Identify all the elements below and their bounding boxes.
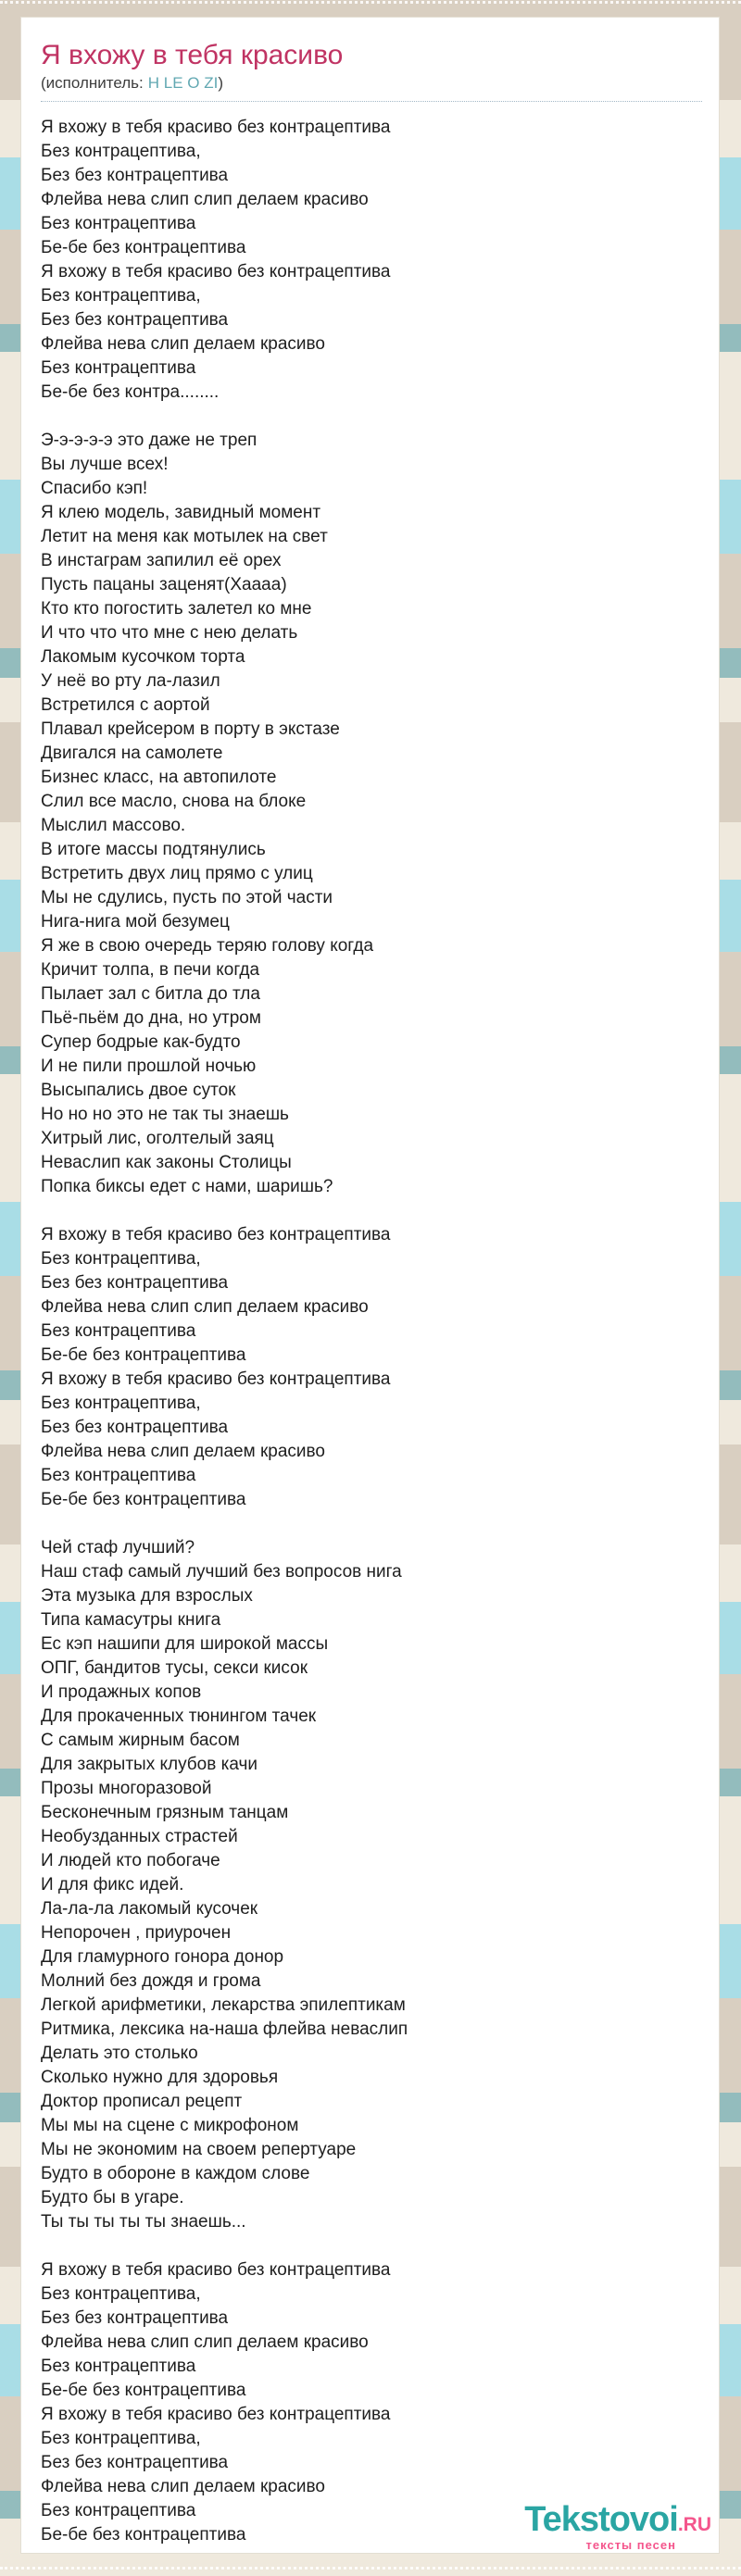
- lyric-line: Нига-нига мой безумец: [41, 912, 230, 932]
- lyric-line: Наш стаф самый лучший без вопросов нига: [41, 1562, 402, 1582]
- lyric-line: Будто бы в угаре.: [41, 2188, 184, 2207]
- logo-domain-suffix[interactable]: .RU: [677, 2514, 711, 2535]
- site-logo[interactable]: [524, 2502, 711, 2551]
- lyric-line: Флейва нева слип делаем красиво: [41, 2477, 325, 2496]
- lyric-line: И продажных копов: [41, 1682, 202, 1702]
- lyric-line: Лакомым кусочком торта: [41, 647, 245, 667]
- lyric-line: Попка биксы едет с нами, шаришь?: [41, 1177, 333, 1196]
- stanza-verse-1: [41, 429, 702, 1199]
- stanza-chorus-1: [41, 116, 702, 405]
- lyric-line: Без контрацептива: [41, 2357, 196, 2376]
- lyrics-card: [20, 17, 720, 2554]
- lyric-line: Необузданных страстей: [41, 1827, 238, 1846]
- lyric-line: Для прокаченных тюнингом тачек: [41, 1707, 317, 1726]
- lyric-line: Бе-бе без контрацептива: [41, 238, 246, 257]
- lyric-line: Бесконечным грязным танцам: [41, 1803, 289, 1822]
- lyric-line: Я вхожу в тебя красиво без контрацептива: [41, 2405, 391, 2424]
- lyric-line: И что что что мне с нею делать: [41, 623, 298, 643]
- dotted-separator: [41, 101, 702, 102]
- lyric-line: Я вхожу в тебя красиво без контрацептива: [41, 262, 391, 281]
- lyric-line: Пусть пацаны заценят(Хаааа): [41, 575, 287, 594]
- lyric-line: У неё во рту ла-лазил: [41, 671, 220, 691]
- lyric-line: Ес кэп нашипи для широкой массы: [41, 1634, 329, 1654]
- artist-prefix: (исполнитель:: [41, 74, 144, 92]
- artist-link[interactable]: H LE O ZI: [147, 74, 219, 92]
- artist-suffix: ): [218, 74, 223, 92]
- lyric-line: Высыпались двое суток: [41, 1081, 236, 1100]
- bottom-dotted-border: [0, 2567, 741, 2570]
- lyric-line: Я вхожу в тебя красиво без контрацептива: [41, 2260, 391, 2280]
- lyric-line: Без без контрацептива: [41, 1418, 229, 1437]
- lyric-line: Без контрацептива,: [41, 1249, 201, 1269]
- lyric-line: Бе-бе без контрацептива: [41, 2525, 246, 2545]
- page-title: Я вхожу в тебя красиво: [41, 40, 344, 70]
- lyric-line: Ритмика, лексика на-наша флейва неваслип: [41, 2020, 408, 2039]
- stanza-verse-2: [41, 1536, 702, 2234]
- lyric-line: И людей кто побогаче: [41, 1851, 220, 1870]
- lyric-line: Без контрацептива: [41, 1321, 196, 1341]
- lyric-line: Бе-бе без контрацептива: [41, 2381, 246, 2400]
- lyric-line: Молний без дождя и грома: [41, 1971, 261, 1991]
- lyric-line: Мы мы на сцене с микрофоном: [41, 2116, 299, 2135]
- lyric-line: Флейва нева слип слип делаем красиво: [41, 2332, 369, 2352]
- lyric-line: В итоге массы подтянулись: [41, 840, 266, 859]
- lyric-line: Супер бодрые как-будто: [41, 1032, 241, 1052]
- lyric-line: Пылает зал с битла до тла: [41, 984, 260, 1004]
- lyric-line: Без контрацептива,: [41, 2429, 201, 2448]
- lyric-line: В инстаграм запилил её орех: [41, 551, 282, 570]
- lyric-line: Флейва нева слип слип делаем красиво: [41, 1297, 369, 1317]
- lyric-line: Вы лучше всех!: [41, 455, 169, 474]
- lyric-line: Непорочен , приурочен: [41, 1923, 232, 1943]
- lyric-line: Пьё-пьём до дна, но утром: [41, 1008, 261, 1028]
- lyric-line: Без контрацептива,: [41, 142, 201, 161]
- lyric-line: Мыслил массово.: [41, 816, 186, 835]
- lyric-line: Ты ты ты ты ты знаешь...: [41, 2212, 246, 2232]
- lyric-line: Без контрацептива: [41, 214, 196, 233]
- lyric-line: Чей стаф лучший?: [41, 1538, 195, 1557]
- lyric-line: Встретить двух лиц прямо с улиц: [41, 864, 313, 883]
- lyric-line: С самым жирным басом: [41, 1731, 240, 1750]
- lyric-line: Без без контрацептива: [41, 2308, 229, 2328]
- lyric-line: Я вхожу в тебя красиво без контрацептива: [41, 118, 391, 137]
- top-dotted-border: [0, 1, 741, 4]
- lyric-line: Мы не экономим на своем репертуаре: [41, 2140, 357, 2159]
- lyric-line: Легкой арифметики, лекарства эпилептикам: [41, 1995, 406, 2015]
- lyric-line: Без контрацептива: [41, 358, 196, 378]
- lyric-line: Хитрый лис, оголтелый заяц: [41, 1129, 274, 1148]
- lyric-line: Бе-бе без контрацептива: [41, 1345, 246, 1365]
- lyric-line: Но но но это не так ты знаешь: [41, 1105, 289, 1124]
- lyric-line: Флейва нева слип слип делаем красиво: [41, 190, 369, 209]
- lyric-line: Прозы многоразовой: [41, 1779, 212, 1798]
- lyric-line: Неваслип как законы Столицы: [41, 1153, 292, 1172]
- lyric-line: Ла-ла-ла лакомый кусочек: [41, 1899, 258, 1919]
- lyric-line: Летит на меня как мотылек на свет: [41, 527, 328, 546]
- lyric-line: Без без контрацептива: [41, 1273, 229, 1293]
- lyric-line: Без без контрацептива: [41, 2453, 229, 2472]
- lyric-line: Э-э-э-э-э это даже не треп: [41, 431, 257, 450]
- lyric-line: И не пили прошлой ночью: [41, 1057, 257, 1076]
- logo-wordmark[interactable]: Tekstovoi: [524, 2500, 678, 2539]
- lyric-line: Будто в обороне в каждом слове: [41, 2164, 310, 2183]
- lyric-line: Типа камасутры книга: [41, 1610, 221, 1630]
- lyric-line: Спасибо кэп!: [41, 479, 148, 498]
- lyric-line: Без контрацептива,: [41, 1394, 201, 1413]
- lyric-line: Бе-бе без контрацептива: [41, 1490, 246, 1509]
- lyric-line: Двигался на самолете: [41, 744, 223, 763]
- lyric-line: Я клею модель, завидный момент: [41, 503, 321, 522]
- lyric-line: Без без контрацептива: [41, 310, 229, 330]
- lyric-line: И для фикс идей.: [41, 1875, 184, 1894]
- logo-tagline: тексты песен: [585, 2538, 676, 2552]
- lyric-line: Флейва нева слип делаем красиво: [41, 1442, 325, 1461]
- lyric-line: Я же в свою очередь теряю голову когда: [41, 936, 374, 956]
- artist-line: [41, 74, 702, 93]
- lyric-line: Мы не сдулись, пусть по этой части: [41, 888, 333, 907]
- lyric-line: ОПГ, бандитов тусы, секси кисок: [41, 1658, 308, 1678]
- lyric-line: Без без контрацептива: [41, 166, 229, 185]
- lyric-line: Для закрытых клубов качи: [41, 1755, 258, 1774]
- lyric-line: Кричит толпа, в печи когда: [41, 960, 260, 980]
- lyric-line: Доктор прописал рецепт: [41, 2092, 243, 2111]
- lyric-line: Бизнес класс, на автопилоте: [41, 768, 277, 787]
- lyric-line: Флейва нева слип делаем красиво: [41, 334, 325, 354]
- lyric-line: Без контрацептива: [41, 1466, 196, 1485]
- lyric-line: Для гламурного гонора донор: [41, 1947, 284, 1967]
- lyric-line: Я вхожу в тебя красиво без контрацептива: [41, 1225, 391, 1244]
- lyric-line: Бе-бе без контра........: [41, 382, 220, 402]
- lyric-line: Слил все масло, снова на блоке: [41, 792, 307, 811]
- stanza-chorus-2: [41, 1223, 702, 1512]
- lyric-line: Встретился с аортой: [41, 695, 210, 715]
- lyric-line: Без контрацептива,: [41, 286, 201, 306]
- lyric-line: Делать это столько: [41, 2044, 198, 2063]
- lyric-line: Сколько нужно для здоровья: [41, 2068, 279, 2087]
- lyric-line: Без контрацептива,: [41, 2284, 201, 2304]
- lyric-line: Плавал крейсером в порту в экстазе: [41, 719, 340, 739]
- lyric-line: Кто кто погостить залетел ко мне: [41, 599, 312, 619]
- lyric-line: Я вхожу в тебя красиво без контрацептива: [41, 1369, 391, 1389]
- lyric-line: Без контрацептива: [41, 2501, 196, 2520]
- lyrics-text: [41, 116, 702, 2547]
- lyric-line: Эта музыка для взрослых: [41, 1586, 253, 1606]
